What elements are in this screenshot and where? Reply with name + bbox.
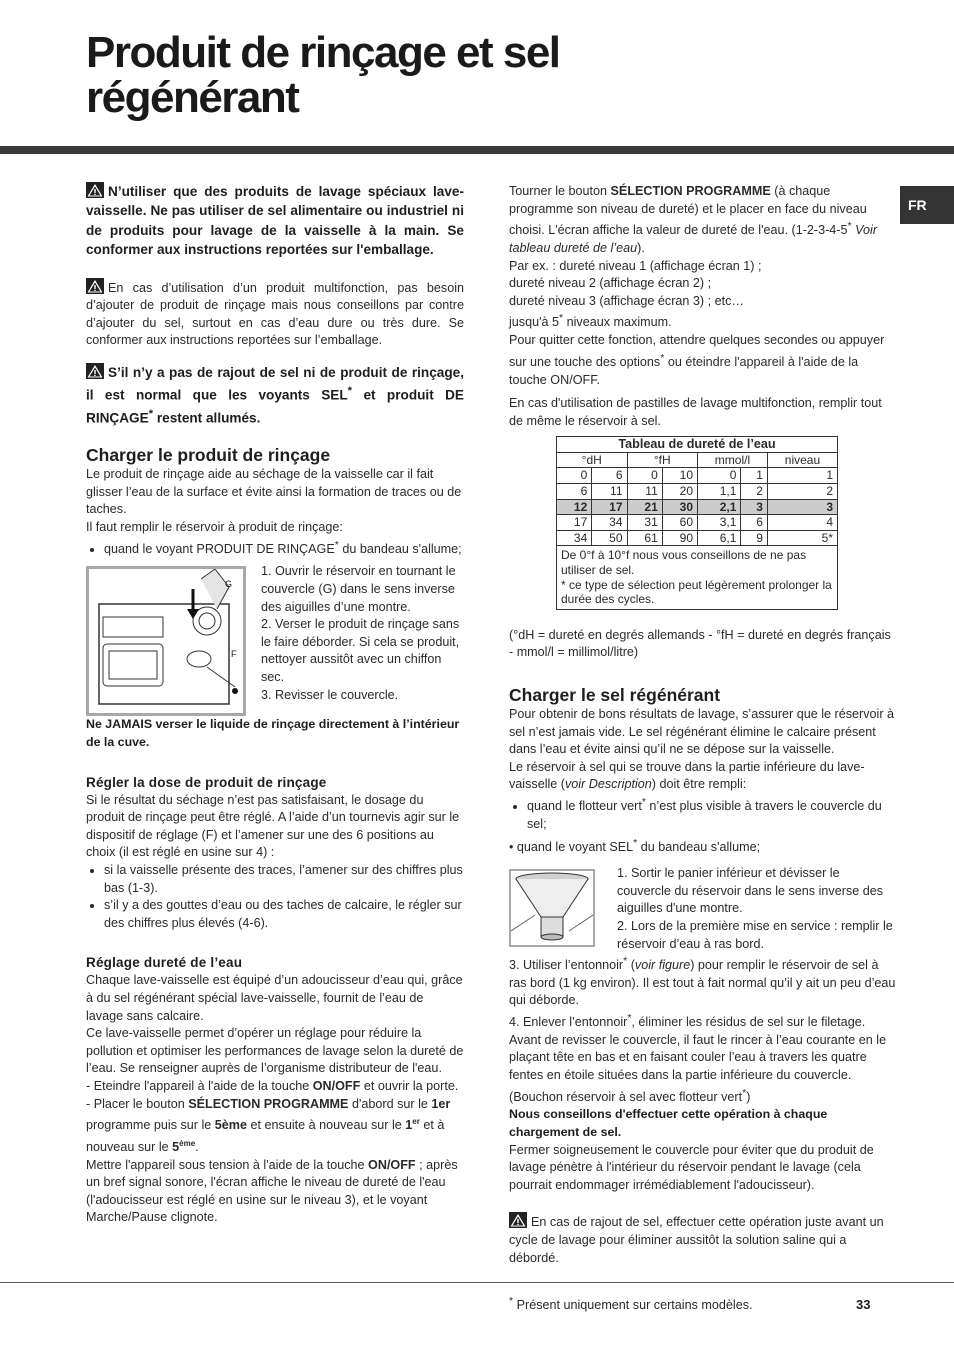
durete-intro: Chaque lave-vaisselle est équipé d’un adoucisseur d’eau qui, grâce à du sel régénérant spécial lave-vaisselle, fournit de l’eau de lavage sans calcaire. xyxy=(86,973,463,1023)
exit-function-text: Pour quitter cette fonction, attendre quelques secondes ou appuyer sur une touche des options* ou éteindre l'appareil à l'aide de la touche ON/OFF. xyxy=(509,333,885,387)
warning-voyants: S’il n’y a pas de rajout de sel ni de produit de rinçage, il est normal que les voyants SEL* et produit DE RINÇAGE* restent allumés. xyxy=(86,365,464,426)
hardness-table xyxy=(556,436,838,610)
warning-icon xyxy=(86,278,104,294)
table-cell: 0 xyxy=(627,468,662,484)
table-row xyxy=(557,468,838,484)
dose-list xyxy=(86,862,464,932)
table-cell: 2,1 xyxy=(698,499,741,515)
example-level-2: dureté niveau 2 (affichage écran 2) ; xyxy=(509,276,712,291)
table-cell: 0 xyxy=(698,468,741,484)
durete-text: Ce lave-vaisselle permet d’opérer un réglage pour réduire la pollution et optimiser les performances de lavage selon la dureté de l’eau. Se renseigner auprès de l’organisme distributeur de l'eau. xyxy=(86,1026,464,1076)
table-cell: 20 xyxy=(662,484,697,500)
list-item: • s’il y a des gouttes d’eau ou des taches de calcaire, le régler sur des chiffres plus élevés (4-6). xyxy=(104,897,464,932)
dose-text: Si le résultat du séchage n’est pas satisfaisant, le dosage du produit de rinçage peut être réglé. A l’aide d’un tournevis agir sur le dispositif de réglage (F) et l’amener sur une des 6 positions au choix (il est réglé en usine sur 4) : xyxy=(86,792,460,860)
rincage-intro: Le produit de rinçage aide au séchage de la vaisselle car il fait glisser l’eau de la surface et évite ainsi la formation de traces ou de taches. xyxy=(86,467,462,517)
durete-selection-text: Tourner le bouton SÉLECTION PROGRAMME (à chaque programme son niveau de dureté) et le placer en face du niveau choisi. L'écran affiche la valeur de dureté de l'eau. (1-2-3-4-5* Voir tableau dureté de l’eau). xyxy=(509,184,878,255)
table-cell: 6 xyxy=(592,468,627,484)
table-cell: 6 xyxy=(557,484,592,500)
table-cell: 10 xyxy=(662,468,697,484)
left-column xyxy=(86,182,464,1227)
table-cell: 17 xyxy=(592,499,627,515)
table-cell: 34 xyxy=(557,530,592,546)
sel-intro: Pour obtenir de bons résultats de lavage, s’assurer que le réservoir à sel n’est jamais vide. Le sel régénérant élimine le calcaire présent dans l’eau et évite ainsi qu’il ne se dépose sur la vaisselle. xyxy=(509,707,895,757)
table-row xyxy=(557,484,838,500)
step-2: 2. Lors de la première mise en service : remplir le réservoir d’eau à ras bord. xyxy=(617,918,893,951)
step-3: 3. Utiliser l’entonnoir* (voir figure) pour remplir le réservoir de sel à ras bord (1 kg environ). Il est tout à fait normal qu’il y ait un peu d’eau qui déborde. xyxy=(509,955,896,1008)
table-cell: 31 xyxy=(627,515,662,531)
list-item: • quand le voyant SEL* du bandeau s'allume; xyxy=(509,837,761,855)
table-cell: 3 xyxy=(767,499,837,515)
right-column xyxy=(509,183,896,1267)
table-cell: 9 xyxy=(741,530,768,546)
warning-products: N’utiliser que des produits de lavage spéciaux lave-vaisselle. Ne pas utiliser de sel alimentaire ou industriel ni de produits pour lavage de la vaisselle à la main. Se conformer aux instructions reportées sur l'emballage. xyxy=(86,184,464,258)
rincage-steps xyxy=(261,563,464,716)
table-cell: 61 xyxy=(627,530,662,546)
warning-sel: En cas de rajout de sel, effectuer cette opération juste avant un cycle de lavage pour éliminer aussitôt la solution saline qui a débordé. xyxy=(509,1212,896,1267)
table-cell: 1 xyxy=(741,468,768,484)
heading-sel: Charger le sel régénérant xyxy=(509,685,721,705)
funnel-illustration xyxy=(509,869,595,947)
rincage-fill: Il faut remplir le réservoir à produit de rinçage: xyxy=(86,520,343,535)
warning-icon xyxy=(86,363,104,379)
rincage-figure-row xyxy=(86,563,464,716)
table-cell: 90 xyxy=(662,530,697,546)
list-item: • quand le voyant PRODUIT DE RINÇAGE* du bandeau s'allume; xyxy=(104,537,464,559)
title-divider xyxy=(0,146,954,154)
units-legend: (°dH = dureté en degrés allemands - °fH = dureté en degrés français - mmol/l = millimol/litre) xyxy=(509,627,891,660)
footer-divider xyxy=(0,1282,954,1283)
warning-icon xyxy=(509,1212,527,1228)
step-2: 2. Verser le produit de rinçage sans le faire déborder. Si cela se produit, nettoyer aussitôt avec un chiffon sec. xyxy=(261,617,460,684)
list-item: • si la vaisselle présente des traces, l’amener sur des chiffres plus bas (1-3). xyxy=(104,862,464,897)
table-header: °dH xyxy=(557,452,628,468)
table-cell: 30 xyxy=(662,499,697,515)
step-1: 1. Ouvrir le réservoir en tournant le couvercle (G) dans le sens inverse des aiguilles d’une montre. xyxy=(261,564,456,614)
step-4: 4. Enlever l’entonnoir*, éliminer les résidus de sel sur le filetage. Avant de revisser le couvercle, il faut le rincer à l’eau courante en le plaçant tête en bas et en faisant couler l’eau à travers les quatre fentes en étoile situées dans la partie inférieure du couvercle. (Bouchon réservoir à sel avec flotteur vert*) xyxy=(509,1012,887,1104)
sel-figure-row xyxy=(509,865,896,953)
table-header: niveau xyxy=(767,452,837,468)
table-cell: 3,1 xyxy=(698,515,741,531)
table-cell: 21 xyxy=(627,499,662,515)
table-row-highlighted xyxy=(557,499,838,515)
table-cell: 11 xyxy=(627,484,662,500)
step-1: 1. Sortir le panier inférieur et dévisser le couvercle du réservoir dans le sens inverse des aiguilles d'une montre. xyxy=(617,866,883,916)
table-cell: 6,1 xyxy=(698,530,741,546)
rincage-list xyxy=(86,537,464,559)
table-row xyxy=(557,530,838,546)
table-cell: 1,1 xyxy=(698,484,741,500)
rincage-never-warning: Ne JAMAIS verser le liquide de rinçage directement à l’intérieur de la cuve. xyxy=(86,717,460,750)
table-cell: 2 xyxy=(767,484,837,500)
table-cell: 0 xyxy=(557,468,592,484)
advise-text: Nous conseillons d'effectuer cette opération à chaque chargement de sel. xyxy=(509,1107,828,1139)
table-cell: 12 xyxy=(557,499,592,515)
heading-rincage: Charger le produit de rinçage xyxy=(86,445,331,466)
example-level-3: dureté niveau 3 (affichage écran 3) ; etc… xyxy=(509,293,744,308)
example-level-1: Par ex. : dureté niveau 1 (affichage écran 1) ; xyxy=(509,258,762,273)
heading-durete: Réglage dureté de l’eau xyxy=(86,955,243,971)
table-cell: 60 xyxy=(662,515,697,531)
rinse-aid-dispenser-illustration xyxy=(86,566,246,716)
page-title: Produit de rinçage et sel régénérant xyxy=(86,28,560,122)
table-cell: 1 xyxy=(767,468,837,484)
table-cell: 5* xyxy=(767,530,837,546)
table-cell: 50 xyxy=(592,530,627,546)
durete-step-1: - Eteindre l'appareil à l'aide de la touche ON/OFF et ouvrir la porte. xyxy=(86,1078,459,1093)
sel-steps xyxy=(617,865,896,953)
table-cell: 2 xyxy=(741,484,768,500)
table-header: °fH xyxy=(627,452,698,468)
table-cell: 11 xyxy=(592,484,627,500)
language-tab: FR xyxy=(900,186,954,224)
table-title: Tableau de dureté de l’eau xyxy=(557,437,838,453)
footnote: * Présent uniquement sur certains modèles. xyxy=(509,1295,753,1313)
table-note: De 0°f à 10°f nous vous conseillons de ne pas utiliser de sel. * ce type de sélection peut légèrement prolonger la durée des cycles. xyxy=(557,546,838,609)
durete-step-2: - Placer le bouton SÉLECTION PROGRAMME d'abord sur le 1er programme puis sur le 5ème et ensuite à nouveau sur le 1er et à nouveau sur le 5ème. xyxy=(86,1096,451,1155)
close-lid-text: Fermer soigneusement le couvercle pour éviter que du produit de lavage pénètre à l'intérieur du réservoir pendant le lavage (cela pourrait endommager irrémédiablement l'adoucisseur). xyxy=(509,1142,874,1192)
table-row xyxy=(557,515,838,531)
sel-list xyxy=(509,794,896,833)
table-cell: 3 xyxy=(741,499,768,515)
sel-location: Le réservoir à sel qui se trouve dans la partie inférieure du lave-vaisselle (voir Description) doit être rempli: xyxy=(509,759,865,792)
step-3: 3. Revisser le couvercle. xyxy=(261,687,399,702)
table-cell: 17 xyxy=(557,515,592,531)
table-header: mmol/l xyxy=(698,452,768,468)
page-number: 33 xyxy=(856,1297,871,1312)
warning-multifonction: En cas d’utilisation d’un produit multifonction, pas besoin d’ajouter de produit de rinçage mais nous conseillons par contre d’ajouter du sel, surtout en cas d’eau dure ou très dure. Se conformer aux instructions reportées sur l’emballage. xyxy=(86,278,464,350)
figure-label-g: G xyxy=(225,579,233,590)
figure-label-f: F xyxy=(231,649,237,660)
table-cell: 34 xyxy=(592,515,627,531)
table-cell: 6 xyxy=(741,515,768,531)
warning-icon xyxy=(86,182,104,198)
table-cell: 4 xyxy=(767,515,837,531)
list-item: • quand le flotteur vert* n’est plus visible à travers le couvercle du sel; xyxy=(527,794,896,833)
example-max: jusqu'à 5* niveaux maximum. xyxy=(509,312,672,330)
multifonction-text: En cas d'utilisation de pastilles de lavage multifonction, remplir tout de même le réservoir à sel. xyxy=(509,396,882,428)
heading-dose: Régler la dose de produit de rinçage xyxy=(86,774,327,790)
durete-step-3: Mettre l'appareil sous tension à l'aide de la touche ON/OFF ; après un bref signal sonore, l'écran affiche le niveau de dureté de l'eau (l'adoucisseur est réglé en usine sur le niveau 3), et le voyant Marche/Pause clignote. xyxy=(86,1157,458,1225)
